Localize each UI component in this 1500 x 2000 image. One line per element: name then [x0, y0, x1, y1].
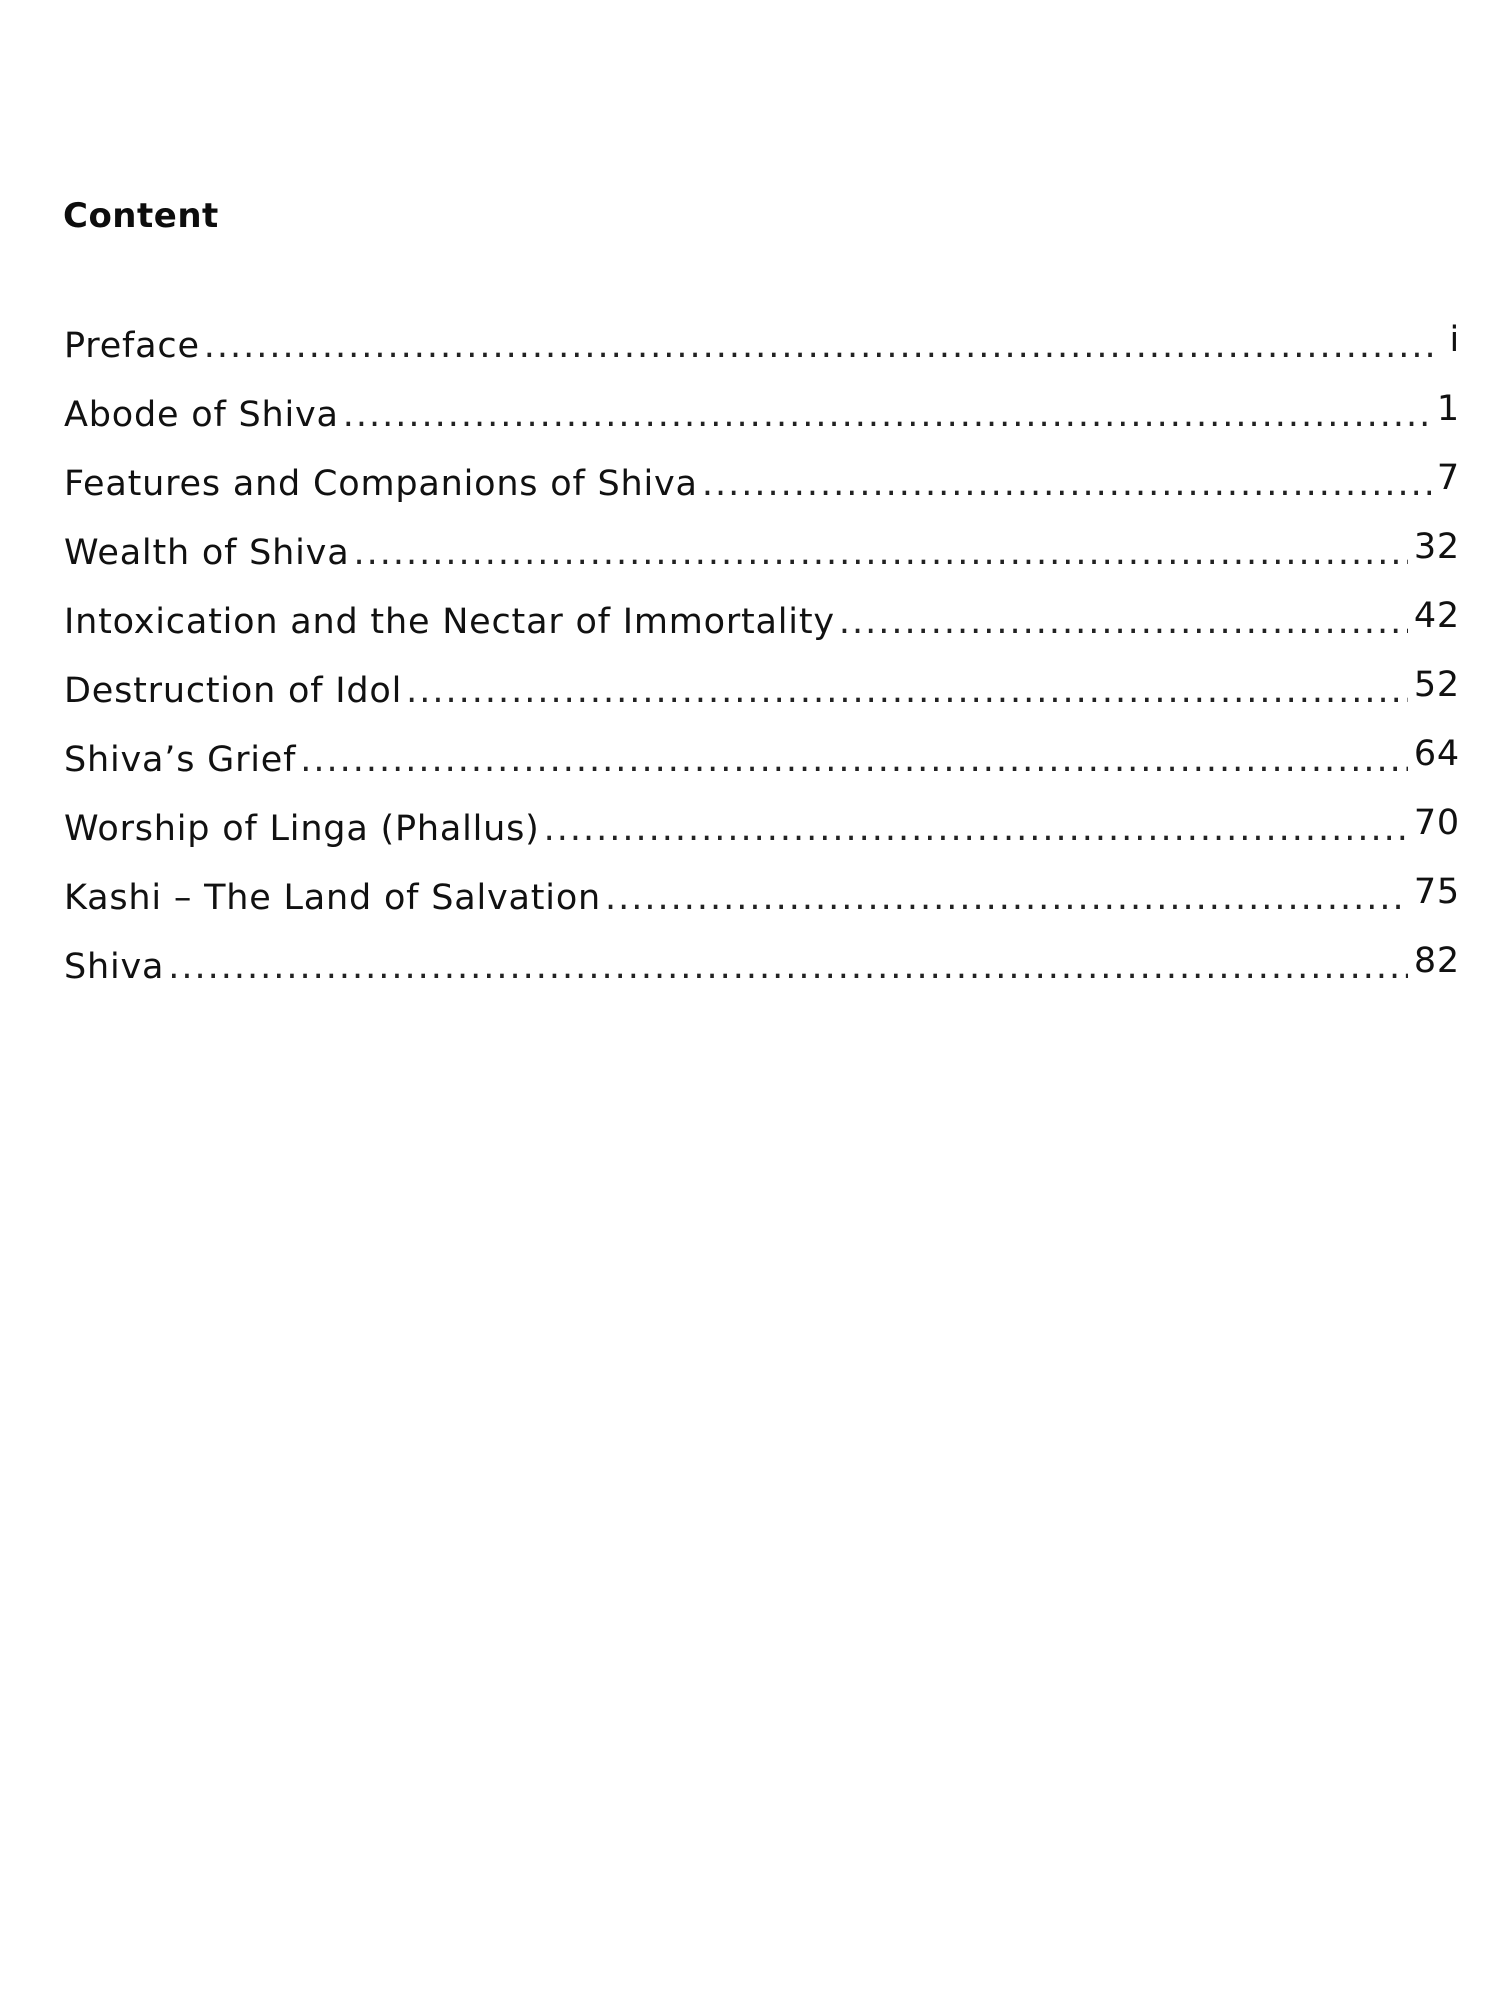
toc-dot-leader: [300, 740, 1408, 780]
toc-entry-page: 52: [1413, 665, 1460, 705]
toc-entry-title: Worship of Linga (Phallus): [64, 809, 540, 849]
toc-dot-leader: [605, 878, 1408, 918]
toc-entry-intoxication: [64, 596, 1460, 671]
toc-entry-title: Destruction of Idol: [64, 671, 403, 711]
toc-entry-kashi: [64, 872, 1460, 947]
toc-dot-leader: [406, 671, 1408, 711]
toc-entry-title: Preface: [64, 326, 200, 366]
toc-entry-page: 75: [1413, 872, 1460, 912]
toc-entry-page: 70: [1413, 803, 1460, 843]
toc-entry-shiva: [64, 941, 1460, 1016]
toc-entry-title: Features and Companions of Shiva: [64, 464, 698, 504]
toc-dot-leader: [839, 602, 1408, 642]
toc-entry-worship-of-linga: [64, 803, 1460, 878]
toc-dot-leader: [343, 395, 1431, 435]
toc-entry-shivas-grief: [64, 734, 1460, 809]
toc-entry-page: 64: [1413, 734, 1460, 774]
toc-dot-leader: [168, 947, 1408, 987]
toc-dot-leader: [353, 533, 1407, 573]
toc-dot-leader: [702, 464, 1431, 504]
toc-entry-page: 82: [1413, 941, 1460, 981]
toc-entry-abode-of-shiva: [64, 389, 1460, 464]
toc-entry-features-and-companions: [64, 458, 1460, 533]
toc-entry-destruction-of-idol: [64, 665, 1460, 740]
toc-entry-title: Abode of Shiva: [64, 395, 339, 435]
toc-dot-leader: [204, 326, 1434, 366]
toc-entry-page: 32: [1413, 527, 1460, 567]
toc-entry-title: Intoxication and the Nectar of Immortality: [64, 602, 835, 642]
toc-entry-page: 7: [1436, 458, 1460, 498]
toc-entry-title: Shiva’s Grief: [64, 740, 297, 780]
toc-entry-wealth-of-shiva: [64, 527, 1460, 602]
toc-dot-leader: [544, 809, 1408, 849]
toc-entry-page: i: [1449, 320, 1460, 360]
toc-entry-preface: [64, 320, 1460, 395]
page-title: Content: [63, 196, 219, 236]
toc-entry-page: 42: [1413, 596, 1460, 636]
table-of-contents: [64, 320, 1460, 1016]
toc-entry-title: Shiva: [64, 947, 165, 987]
toc-entry-title: Kashi – The Land of Salvation: [64, 878, 602, 918]
toc-entry-page: 1: [1436, 389, 1460, 429]
toc-entry-title: Wealth of Shiva: [64, 533, 350, 573]
